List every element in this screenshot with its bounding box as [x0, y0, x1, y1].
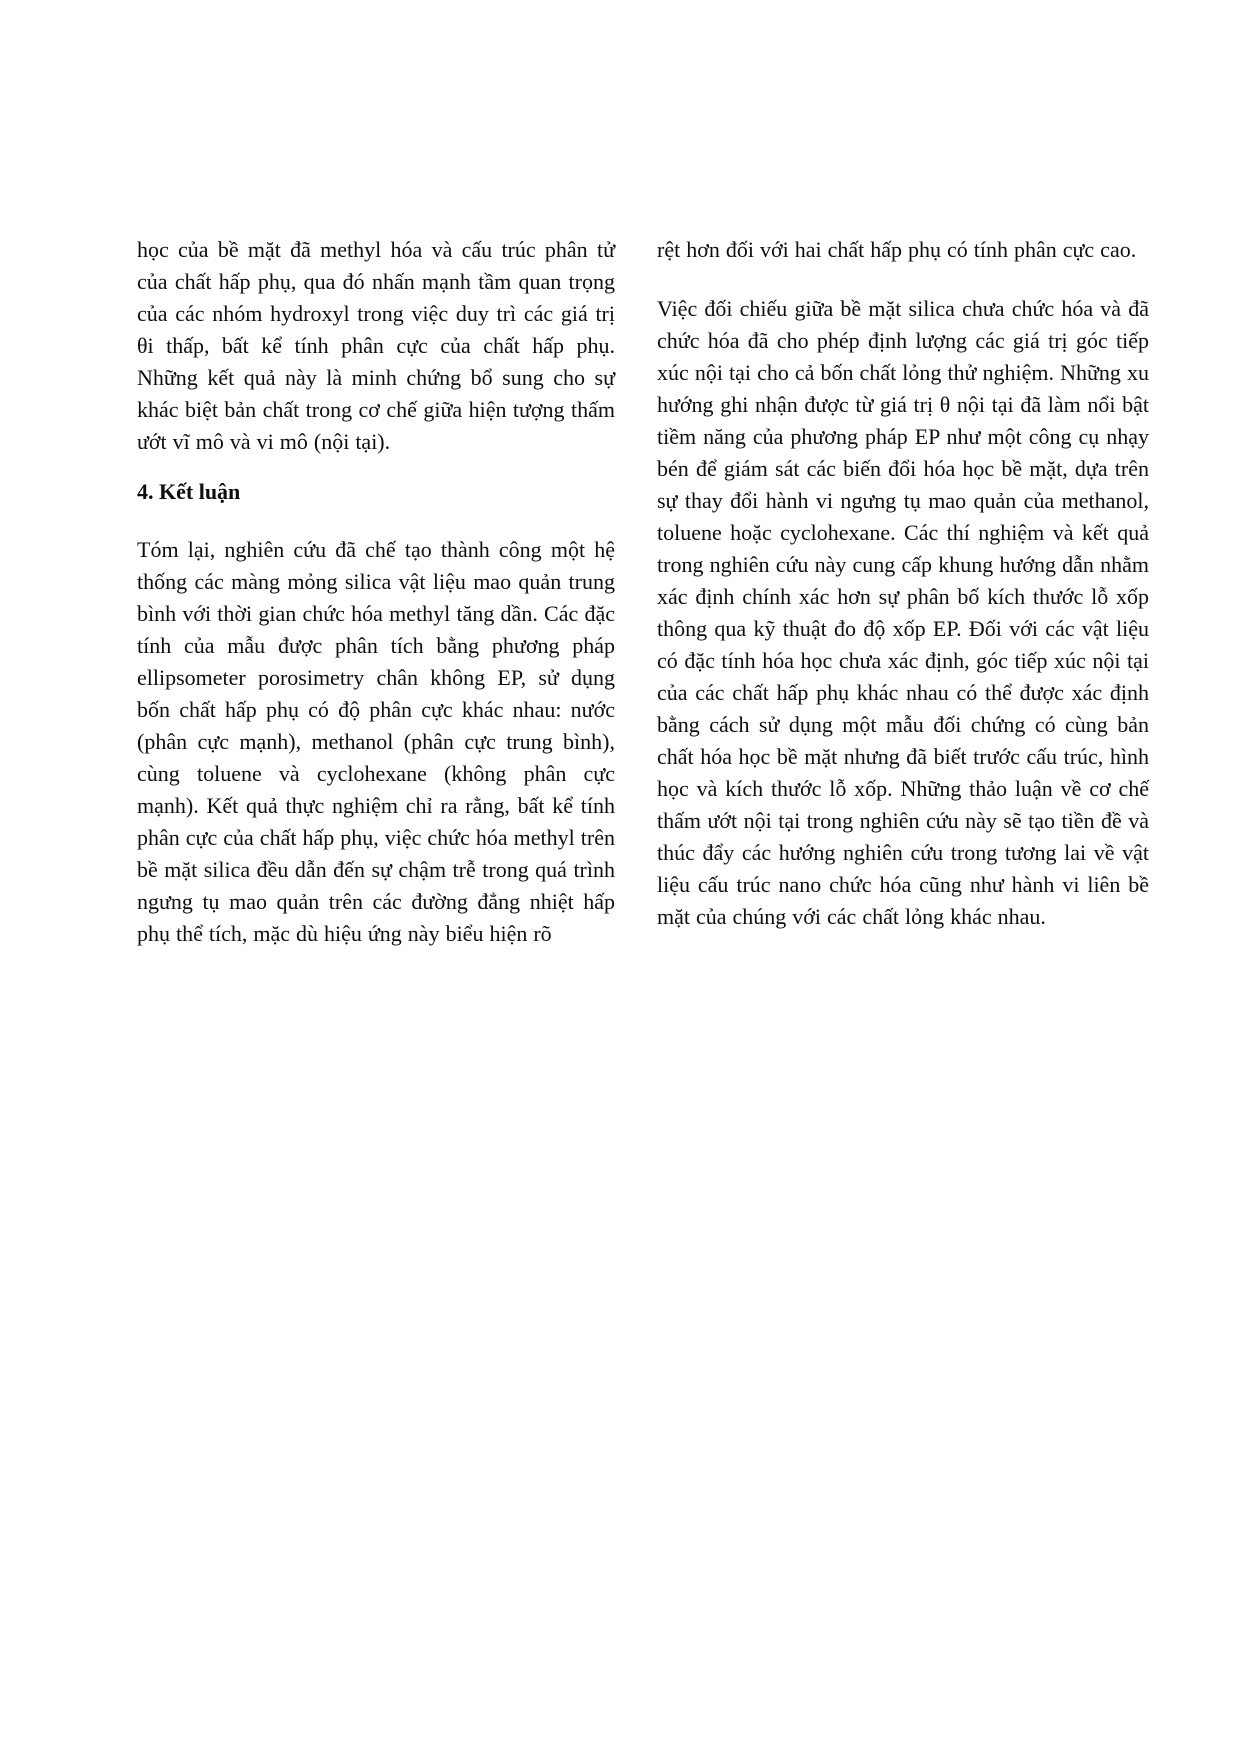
- right-carryover-paragraph: rệt hơn đối với hai chất hấp phụ có tính phân cực cao.: [657, 237, 1137, 262]
- conclusion-paragraph: Tóm lại, nghiên cứu đã chế tạo thành công một hệ thống các màng mỏng silica vật liệu mao quản trung bình với thời gian chức hóa methyl tăng dần. Các đặc tính của mẫu được phân tích bằng phương pháp ellipsometer porosimetry chân không EP, sử dụng bốn chất hấp phụ có độ phân cực khác nhau: nước (phân cực mạnh), methanol (phân cực trung bình), cùng toluene và cyclohexane (không phân cực mạnh). Kết quả thực nghiệm chỉ ra rằng, bất kể tính phân cực của chất hấp phụ, việc chức hóa methyl trên bề mặt silica đều dẫn đến sự chậm trễ trong quá trình ngưng tụ mao quản trên các đường đẳng nhiệt hấp phụ thể tích, mặc dù hiệu ứng này biểu hiện rõ: [137, 537, 615, 946]
- left-carryover-paragraph: học của bề mặt đã methyl hóa và cấu trúc phân tử của chất hấp phụ, qua đó nhấn mạnh tầm quan trọng của các nhóm hydroxyl trong việc duy trì các giá trị θi thấp, bất kể tính phân cực của chất hấp phụ. Những kết quả này là minh chứng bổ sung cho sự khác biệt bản chất trong cơ chế giữa hiện tượng thấm ướt vĩ mô và vi mô (nội tại).: [137, 237, 615, 454]
- right-column: [657, 234, 1149, 977]
- left-column: [137, 234, 615, 977]
- section-heading-conclusion: 4. Kết luận: [137, 479, 241, 504]
- discussion-paragraph: Việc đối chiếu giữa bề mặt silica chưa chức hóa và đã chức hóa đã cho phép định lượng các giá trị góc tiếp xúc nội tại cho cả bốn chất lỏng thử nghiệm. Những xu hướng ghi nhận được từ giá trị θ nội tại đã làm nổi bật tiềm năng của phương pháp EP như một công cụ nhạy bén để giám sát các biến đổi hóa học bề mặt, dựa trên sự thay đổi hành vi ngưng tụ mao quản của methanol, toluene hoặc cyclohexane. Các thí nghiệm và kết quả trong nghiên cứu này cung cấp khung hướng dẫn nhằm xác định chính xác hơn sự phân bố kích thước lỗ xốp thông qua kỹ thuật đo độ xốp EP. Đối với các vật liệu có đặc tính hóa học chưa xác định, góc tiếp xúc nội tại của các chất hấp phụ khác nhau có thể được xác định bằng cách sử dụng một mẫu đối chứng có cùng bản chất hóa học bề mặt nhưng đã biết trước cấu trúc, hình học và kích thước lỗ xốp. Những thảo luận về cơ chế thấm ướt nội tại trong nghiên cứu này sẽ tạo tiền đề và thúc đẩy các hướng nghiên cứu trong tương lai về vật liệu cấu trúc nano chức hóa cũng như hành vi liên bề mặt của chúng với các chất lỏng khác nhau.: [657, 296, 1149, 929]
